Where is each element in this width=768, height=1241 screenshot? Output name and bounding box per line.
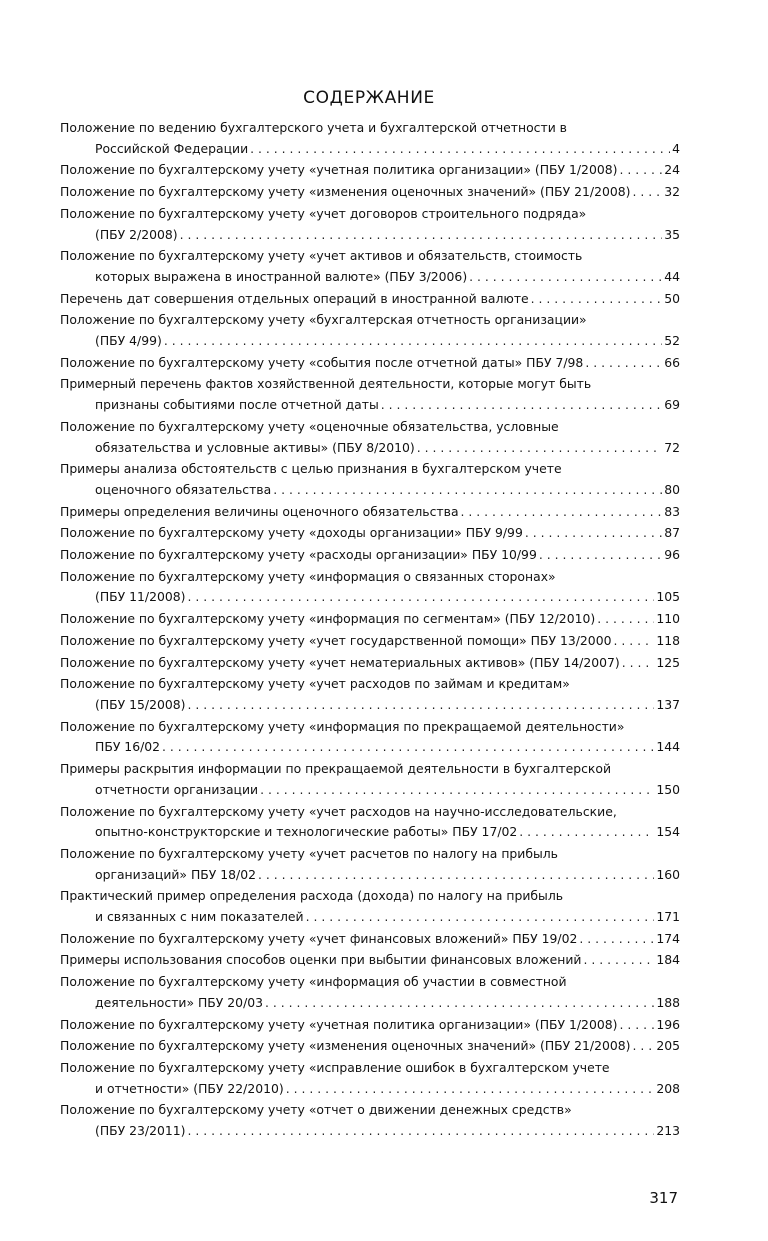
toc-entry-page: 160 (656, 866, 680, 882)
dot-leader (632, 182, 662, 203)
toc-entry-page: 213 (656, 1123, 680, 1139)
toc-entry-line (60, 225, 680, 246)
toc-entry-page: 4 (672, 140, 680, 156)
page-title: СОДЕРЖАНИЕ (303, 88, 435, 108)
toc-entry-text: Положение по бухгалтерскому учету «учет договоров строительного подряда» (60, 205, 587, 221)
toc-entry-line (60, 609, 680, 630)
dot-leader (597, 609, 654, 630)
toc-entry-text: Положение по бухгалтерскому учету «информация о связанных сторонах» (60, 568, 556, 584)
toc-entry-line (60, 907, 680, 928)
toc-entry-line (60, 844, 680, 865)
toc-entry-text: Положение по бухгалтерскому учету «доходы организации» ПБУ 9/99 (60, 525, 523, 541)
toc-entry-text: (ПБУ 15/2008) (95, 696, 186, 712)
toc-entry-line (60, 929, 680, 950)
toc-entry-page: 144 (656, 739, 680, 755)
toc-entry-text: (ПБУ 11/2008) (95, 589, 186, 605)
toc-entry-text: признаны событиями после отчетной даты (95, 397, 379, 413)
toc-entry (60, 118, 680, 159)
toc-entry (60, 1036, 680, 1057)
toc-entry-page: 110 (656, 611, 680, 627)
toc-entry (60, 374, 680, 415)
toc-entry-page: 35 (664, 226, 680, 242)
toc-entry-text: Примеры определения величины оценочного обязательства (60, 503, 459, 519)
dot-leader (619, 160, 662, 181)
toc-entry (60, 653, 680, 674)
dot-leader (381, 395, 662, 416)
toc-entry (60, 950, 680, 971)
toc-entry-page: 24 (664, 162, 680, 178)
toc-entry-page: 208 (656, 1080, 680, 1096)
toc-entry-text: Положение по бухгалтерскому учету «учет расходов на научно-исследовательские, (60, 803, 617, 819)
toc-entry-page: 44 (664, 268, 680, 284)
toc-entry (60, 289, 680, 310)
toc-entry-line (60, 246, 680, 267)
dot-leader (579, 929, 654, 950)
toc-entry-line (60, 865, 680, 886)
toc-entry-line (60, 353, 680, 374)
toc-entry-text: Положение по бухгалтерскому учету «изменения оценочных значений» (ПБУ 21/2008) (60, 184, 631, 200)
toc-entry-line (60, 289, 680, 310)
toc-entry (60, 802, 680, 843)
toc-entry (60, 246, 680, 287)
toc-entry-line (60, 395, 680, 416)
dot-leader (162, 737, 654, 758)
toc-entry-page: 66 (664, 354, 680, 370)
toc-entry-line (60, 780, 680, 801)
toc-entry-text: Положение по бухгалтерскому учету «информация об участии в совместной (60, 974, 567, 990)
toc-entry (60, 759, 680, 800)
toc-entry-text: Положение по бухгалтерскому учету «учет нематериальных активов» (ПБУ 14/2007) (60, 654, 620, 670)
toc-entry-text: Положение по бухгалтерскому учету «учетная политика организации» (ПБУ 1/2008) (60, 1016, 618, 1032)
toc-entry-text: деятельности» ПБУ 20/03 (95, 994, 264, 1010)
toc-entry-line (60, 822, 680, 843)
toc-entry-page: 196 (656, 1016, 680, 1032)
toc-entry-text: Положение по бухгалтерскому учету «бухгалтерская отчетность организации» (60, 312, 587, 328)
page-number: 317 (649, 1189, 678, 1207)
toc-entry-line (60, 1058, 680, 1079)
toc-entry-text: Положение по бухгалтерскому учету «изменения оценочных значений» (ПБУ 21/2008) (60, 1038, 631, 1054)
toc-entry-line (60, 417, 680, 438)
toc-entry-line (60, 182, 680, 203)
toc-entry-line (60, 502, 680, 523)
toc-entry-line (60, 523, 680, 544)
toc-entry-text: Примеры раскрытия информации по прекращаемой деятельности в бухгалтерской (60, 761, 612, 777)
dot-leader (180, 225, 663, 246)
toc-entry (60, 631, 680, 652)
toc-entry-text: Положение по бухгалтерскому учету «учет расчетов по налогу на прибыль (60, 845, 558, 861)
toc-entry-line (60, 737, 680, 758)
toc-entry-line (60, 1121, 680, 1142)
toc-entry-text: Положение по бухгалтерскому учету «исправление ошибок в бухгалтерском учете (60, 1059, 610, 1075)
toc-entry-text: Положение по бухгалтерскому учету «информация по прекращаемой деятельности» (60, 718, 625, 734)
toc-entry-line (60, 480, 680, 501)
dot-leader (164, 331, 662, 352)
toc-entry (60, 1015, 680, 1036)
toc-entry-line (60, 674, 680, 695)
toc-entry-text: Положение по бухгалтерскому учету «отчет о движении денежных средств» (60, 1102, 572, 1118)
dot-leader (585, 353, 662, 374)
toc-entry-text: Российской Федерации (95, 140, 249, 156)
toc-entry-line (60, 331, 680, 352)
toc-entry (60, 929, 680, 950)
toc-entry-page: 32 (664, 184, 680, 200)
toc-entry-page: 171 (656, 909, 680, 925)
dot-leader (525, 523, 662, 544)
toc-entry-page: 80 (664, 481, 680, 497)
toc-entry-text: и отчетности» (ПБУ 22/2010) (95, 1080, 284, 1096)
dot-leader (250, 139, 670, 160)
toc-entry (60, 545, 680, 566)
toc-entry-line (60, 204, 680, 225)
dot-leader (461, 502, 663, 523)
toc-entry-page: 125 (656, 654, 680, 670)
toc-entry-line (60, 438, 680, 459)
dot-leader (539, 545, 662, 566)
toc-entry (60, 417, 680, 458)
toc-entry-line (60, 267, 680, 288)
toc-entry-page: 96 (664, 547, 680, 563)
toc-entry-text: Положение по бухгалтерскому учету «информация по сегментам» (ПБУ 12/2010) (60, 611, 596, 627)
toc-entry (60, 1100, 680, 1141)
toc-entry-line (60, 118, 680, 139)
toc-entry-line (60, 545, 680, 566)
toc-entry-text: обязательства и условные активы» (ПБУ 8/2010) (95, 439, 415, 455)
toc-entry (60, 717, 680, 758)
toc-entry-page: 154 (656, 824, 680, 840)
toc-entry (60, 609, 680, 630)
toc-entry-line (60, 374, 680, 395)
toc-entry-page: 105 (656, 589, 680, 605)
toc-entry-text: которых выражена в иностранной валюте» (ПБУ 3/2006) (95, 268, 468, 284)
dot-leader (417, 438, 663, 459)
toc-entry-text: Положение по бухгалтерскому учету «учет государственной помощи» ПБУ 13/2000 (60, 632, 612, 648)
toc-entry-line (60, 653, 680, 674)
toc-entry-text: Положение по бухгалтерскому учету «расходы организации» ПБУ 10/99 (60, 547, 537, 563)
toc-entry-text: оценочного обязательства (95, 481, 272, 497)
dot-leader (187, 587, 654, 608)
toc-entry-line (60, 1079, 680, 1100)
dot-leader (519, 822, 654, 843)
toc-entry-text: и связанных с ним показателей (95, 909, 304, 925)
toc-entry-line (60, 160, 680, 181)
toc-entry-page: 188 (656, 994, 680, 1010)
dot-leader (187, 1121, 654, 1142)
toc-entry-page: 184 (656, 952, 680, 968)
toc-entry-page: 150 (656, 781, 680, 797)
toc-entry-page: 83 (664, 503, 680, 519)
toc-entry-page: 69 (664, 397, 680, 413)
toc-entry-line (60, 993, 680, 1014)
dot-leader (622, 653, 655, 674)
toc-entry (60, 674, 680, 715)
toc-entry-line (60, 1015, 680, 1036)
toc-entry-line (60, 587, 680, 608)
toc-entry-page: 118 (656, 632, 680, 648)
dot-leader (469, 267, 662, 288)
toc-entry-text: Положение по бухгалтерскому учету «учетная политика организации» (ПБУ 1/2008) (60, 162, 618, 178)
toc-entry-text: Положение по бухгалтерскому учету «учет расходов по займам и кредитам» (60, 676, 570, 692)
toc-entry-line (60, 759, 680, 780)
toc-entry-text: Положение по ведению бухгалтерского учета и бухгалтерской отчетности в (60, 120, 567, 135)
toc-entry-line (60, 802, 680, 823)
dot-leader (613, 631, 654, 652)
toc-entry-text: (ПБУ 23/2011) (95, 1123, 186, 1139)
toc-entry-text: отчетности организации (95, 781, 259, 797)
toc-entry (60, 502, 680, 523)
dot-leader (187, 695, 654, 716)
dot-leader (273, 480, 662, 501)
toc-entry-page: 87 (664, 525, 680, 541)
toc-entry-line (60, 1036, 680, 1057)
toc-entry-text: ПБУ 16/02 (95, 739, 161, 755)
toc-entry-line (60, 695, 680, 716)
toc-entry-text: Практический пример определения расхода (дохода) по налогу на прибыль (60, 888, 564, 904)
toc-entry-line (60, 631, 680, 652)
toc-entry-text: опытно-конструкторские и технологические работы» ПБУ 17/02 (95, 824, 518, 840)
toc-entry (60, 972, 680, 1013)
toc-entry (60, 886, 680, 927)
toc-entry (60, 353, 680, 374)
dot-leader (286, 1079, 655, 1100)
toc-entry-text: Примеры анализа обстоятельств с целью признания в бухгалтерском учете (60, 461, 562, 477)
toc-entry (60, 160, 680, 181)
toc-entry-text: (ПБУ 2/2008) (95, 226, 178, 242)
toc-entry (60, 567, 680, 608)
toc-entry-text: организаций» ПБУ 18/02 (95, 866, 256, 882)
toc-entry (60, 204, 680, 245)
toc-entry (60, 523, 680, 544)
toc-entry (60, 844, 680, 885)
toc-entry-text: Перечень дат совершения отдельных операций в иностранной валюте (60, 290, 529, 306)
dot-leader (260, 780, 654, 801)
toc-entry-page: 72 (664, 439, 680, 455)
toc-entry-line (60, 972, 680, 993)
toc-entry-page: 137 (656, 696, 680, 712)
dot-leader (258, 865, 654, 886)
toc-entry-line (60, 310, 680, 331)
toc-entry (60, 459, 680, 500)
toc-entry-text: Примерный перечень фактов хозяйственной деятельности, которые могут быть (60, 376, 592, 392)
toc-entry-line (60, 567, 680, 588)
toc-entry-line (60, 139, 680, 160)
toc-entry-text: (ПБУ 4/99) (95, 333, 162, 349)
toc-entry-page: 50 (664, 290, 680, 306)
dot-leader (265, 993, 654, 1014)
dot-leader (619, 1015, 654, 1036)
dot-leader (531, 289, 663, 310)
toc-entry (60, 182, 680, 203)
dot-leader (306, 907, 655, 928)
toc-entry-text: Положение по бухгалтерскому учету «учет финансовых вложений» ПБУ 19/02 (60, 930, 578, 946)
toc-entry-line (60, 459, 680, 480)
toc-entry (60, 1058, 680, 1099)
toc-entry (60, 310, 680, 351)
toc-entry-text: Положение по бухгалтерскому учету «учет активов и обязательств, стоимость (60, 248, 583, 264)
toc-entry-page: 52 (664, 333, 680, 349)
toc-entry-line (60, 1100, 680, 1121)
toc-entry-page: 205 (656, 1038, 680, 1054)
toc-entry-page: 174 (656, 930, 680, 946)
dot-leader (583, 950, 654, 971)
toc-entry-line (60, 950, 680, 971)
toc-entry-line (60, 886, 680, 907)
toc-entry-line (60, 717, 680, 738)
dot-leader (632, 1036, 654, 1057)
toc-entry-text: Положение по бухгалтерскому учету «оценочные обязательства, условные (60, 418, 559, 434)
toc-entry-text: Примеры использования способов оценки при выбытии финансовых вложений (60, 952, 582, 968)
toc-entry-text: Положение по бухгалтерскому учету «события после отчетной даты» ПБУ 7/98 (60, 354, 584, 370)
table-of-contents (60, 118, 680, 1142)
